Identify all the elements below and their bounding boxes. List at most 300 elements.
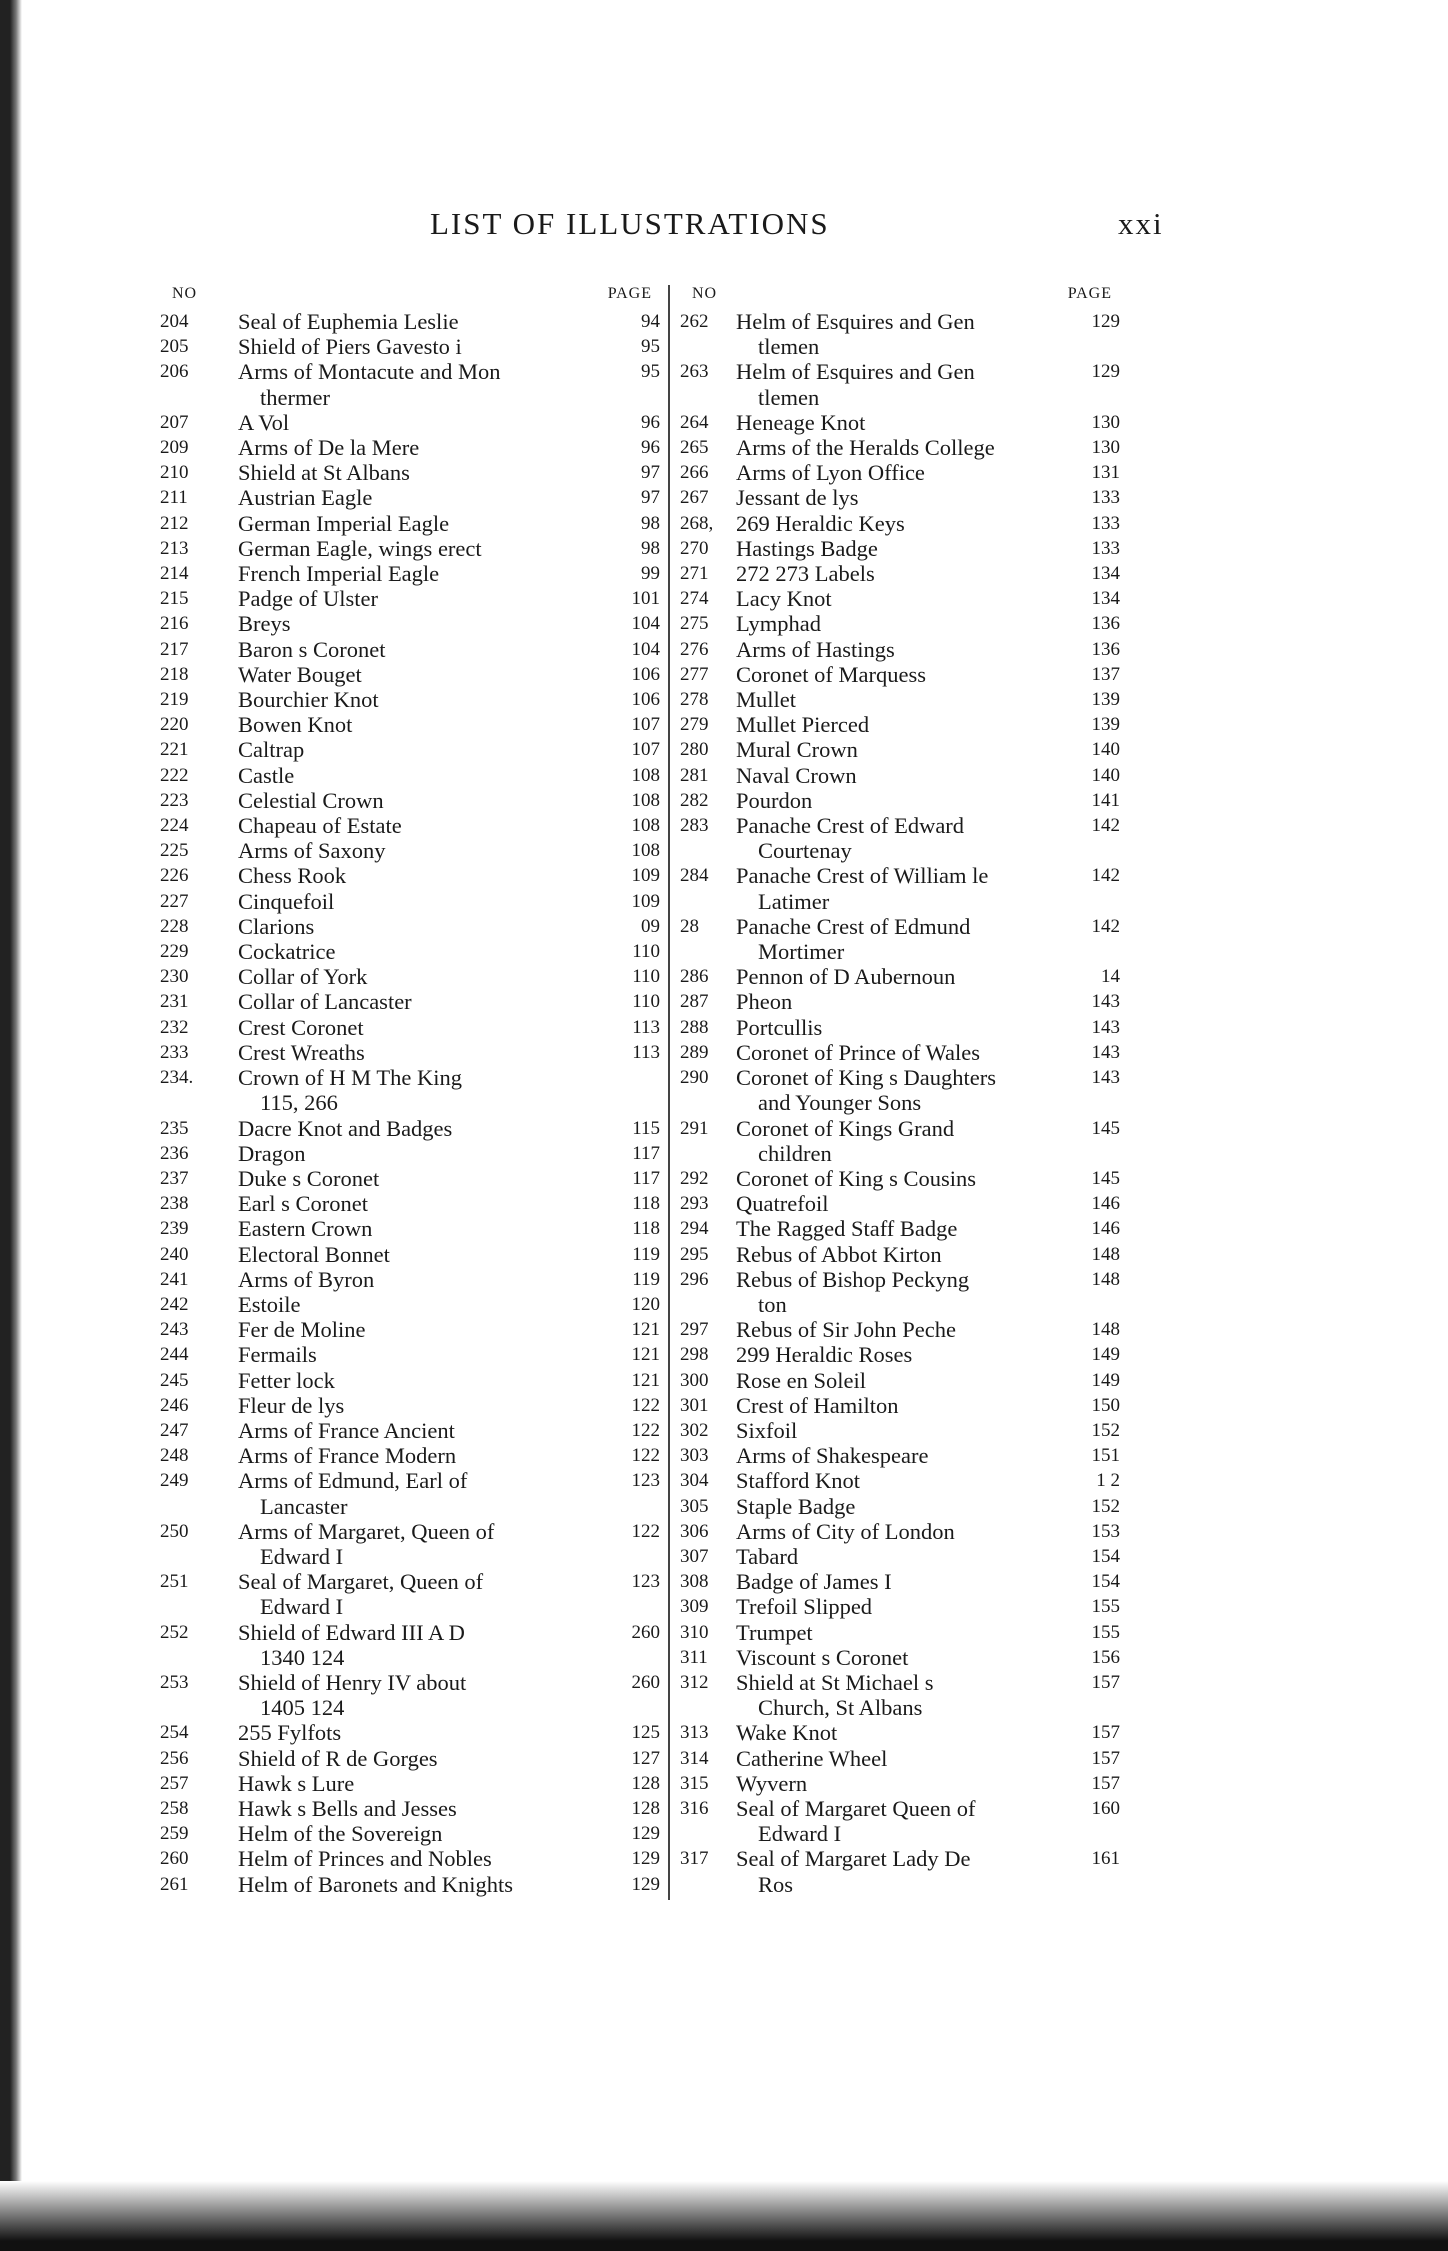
list-item <box>680 1342 1120 1367</box>
entry-title-text: Rose en Soleil <box>736 1367 866 1393</box>
list-item <box>680 435 1120 460</box>
entry-title-text: Helm of the Sovereign <box>238 1821 443 1847</box>
entry-title-text: Viscount s Coronet <box>736 1644 909 1670</box>
entry-number: 233 <box>160 1041 189 1063</box>
entry-page: 115 <box>632 1117 660 1139</box>
entry-page: 141 <box>1091 789 1120 811</box>
entry-title <box>736 1771 1050 1796</box>
list-item <box>160 763 660 788</box>
entry-number: 278 <box>680 689 709 711</box>
entry-title-text: Shield of Piers Gavesto i <box>238 334 462 360</box>
entry-number: 241 <box>160 1268 189 1290</box>
entry-title-text: Arms of the Heralds College <box>736 435 995 461</box>
list-item <box>160 485 660 510</box>
entry-title <box>238 1468 590 1518</box>
entry-number: 280 <box>680 739 709 761</box>
entry-title <box>736 989 1050 1014</box>
entry-title <box>238 1796 590 1821</box>
entry-page: 106 <box>631 663 660 685</box>
list-item <box>680 586 1120 611</box>
entry-page: 09 <box>641 915 660 937</box>
list-item <box>680 1166 1120 1191</box>
entry-number: 297 <box>680 1319 709 1341</box>
entry-number: 239 <box>160 1218 189 1240</box>
list-item <box>160 737 660 762</box>
entry-page: 110 <box>632 941 660 963</box>
list-item <box>160 309 660 334</box>
entry-title-text: Austrian Eagle <box>238 485 373 511</box>
entry-number: 271 <box>680 563 709 585</box>
entry-title <box>736 1267 1050 1317</box>
list-item <box>160 410 660 435</box>
entry-title-text: Panache Crest of Edward <box>736 813 965 839</box>
entry-number: 282 <box>680 789 709 811</box>
entry-number: 250 <box>160 1520 189 1542</box>
entry-title-text: Helm of Esquires and Gen <box>736 309 975 334</box>
entry-page: 99 <box>641 563 660 585</box>
entry-number: 268, <box>680 512 714 534</box>
entry-title <box>238 1342 590 1367</box>
entry-number: 295 <box>680 1243 709 1265</box>
entry-page: 107 <box>631 739 660 761</box>
entry-title-text: Lacy Knot <box>736 586 832 612</box>
entry-page: 122 <box>631 1419 660 1441</box>
entry-title <box>238 712 590 737</box>
entry-page: 121 <box>631 1369 660 1391</box>
entry-page: 106 <box>631 689 660 711</box>
entry-title-text: Crest Wreaths <box>238 1039 365 1065</box>
entry-title-text: Duke s Coronet <box>238 1165 380 1191</box>
entry-page: 117 <box>632 1167 660 1189</box>
entry-page: 142 <box>1091 815 1120 837</box>
entry-page: 143 <box>1091 1016 1120 1038</box>
list-item <box>680 687 1120 712</box>
entry-title-text: Heneage Knot <box>736 409 866 435</box>
entry-title <box>736 687 1050 712</box>
entry-number: 220 <box>160 714 189 736</box>
entry-title <box>238 1418 590 1443</box>
entry-page: 127 <box>631 1747 660 1769</box>
list-item <box>680 914 1120 964</box>
entry-title-text: Padge of Ulster <box>238 586 378 612</box>
entry-number: 298 <box>680 1344 709 1366</box>
entry-title-continuation: tlemen <box>758 384 820 410</box>
entry-title <box>736 914 1050 964</box>
list-item <box>680 1267 1120 1317</box>
list-item <box>680 611 1120 636</box>
entry-title <box>736 435 1050 460</box>
list-item <box>680 1418 1120 1443</box>
entry-title-continuation: Edward I <box>260 1543 344 1569</box>
entry-title-text: Electoral Bonnet <box>238 1241 390 1267</box>
entry-title <box>736 1015 1050 1040</box>
entry-title <box>238 1116 590 1141</box>
entry-number: 28 <box>680 915 699 937</box>
entry-title <box>238 889 590 914</box>
entry-title <box>736 511 1050 536</box>
entry-title <box>736 1569 1050 1594</box>
entry-title-text: Crest of Hamilton <box>736 1392 899 1418</box>
entry-page: 121 <box>631 1319 660 1341</box>
list-item <box>680 561 1120 586</box>
entry-page: 96 <box>641 411 660 433</box>
entry-number: 261 <box>160 1873 189 1895</box>
entry-title <box>238 1040 590 1065</box>
entry-title-continuation: and Younger Sons <box>758 1090 922 1116</box>
entry-title-text: Pourdon <box>736 787 813 813</box>
list-item <box>680 410 1120 435</box>
entry-page: 139 <box>1091 714 1120 736</box>
entry-title <box>736 1796 1050 1846</box>
entry-page: 146 <box>1091 1218 1120 1240</box>
entry-number: 219 <box>160 689 189 711</box>
entry-number: 296 <box>680 1268 709 1290</box>
entry-page: 108 <box>631 840 660 862</box>
entry-page: 152 <box>1091 1495 1120 1517</box>
entry-title <box>238 309 590 334</box>
entry-title-text: German Eagle, wings erect <box>238 535 482 561</box>
entry-title <box>238 1267 590 1292</box>
entry-number: 246 <box>160 1394 189 1416</box>
entry-page: 128 <box>631 1797 660 1819</box>
entry-title <box>736 1468 1050 1493</box>
entry-title-continuation: 115, 266 <box>260 1090 338 1116</box>
entry-title <box>238 410 590 435</box>
entry-number: 306 <box>680 1520 709 1542</box>
entry-number: 225 <box>160 840 189 862</box>
scan-shadow-left <box>0 0 22 2251</box>
entry-number: 234. <box>160 1067 194 1089</box>
entry-title-text: Earl s Coronet <box>238 1191 368 1217</box>
entry-title <box>736 485 1050 510</box>
entry-page: 104 <box>631 638 660 660</box>
list-item <box>160 1771 660 1796</box>
entry-title-text: Bowen Knot <box>238 712 353 738</box>
entry-title <box>238 939 590 964</box>
entry-number: 226 <box>160 865 189 887</box>
entry-title <box>736 586 1050 611</box>
entry-page: 157 <box>1091 1772 1120 1794</box>
entry-title <box>238 1872 590 1897</box>
right-entry-list <box>680 309 1120 1897</box>
entry-number: 223 <box>160 789 189 811</box>
entry-number: 305 <box>680 1495 709 1517</box>
no-heading: NO <box>172 285 198 302</box>
entry-page: 108 <box>631 815 660 837</box>
column-divider <box>668 285 670 1900</box>
entry-title-text: Helm of Esquires and Gen <box>736 359 975 385</box>
entry-title-text: The Ragged Staff Badge <box>736 1216 958 1242</box>
entry-page: 108 <box>631 789 660 811</box>
entry-page: 113 <box>632 1016 660 1038</box>
entry-title <box>736 1494 1050 1519</box>
entry-number: 300 <box>680 1369 709 1391</box>
list-item <box>680 737 1120 762</box>
entry-title-continuation: 1405 124 <box>260 1695 345 1721</box>
entry-page: 157 <box>1091 1671 1120 1693</box>
entry-title-text: Tabard <box>736 1543 799 1569</box>
entry-title <box>736 1418 1050 1443</box>
entry-page: 136 <box>1091 613 1120 635</box>
entry-number: 254 <box>160 1722 189 1744</box>
entry-number: 294 <box>680 1218 709 1240</box>
list-item <box>680 1065 1120 1115</box>
entry-title-continuation: children <box>758 1140 832 1166</box>
entry-page: 142 <box>1091 865 1120 887</box>
entry-title <box>736 1670 1050 1720</box>
entry-title <box>736 863 1050 913</box>
entry-title-text: Arms of Lyon Office <box>736 460 925 486</box>
entry-title-text: Collar of Lancaster <box>238 989 412 1015</box>
entry-number: 224 <box>160 815 189 837</box>
entry-title-text: Jessant de lys <box>736 485 859 511</box>
list-item <box>160 460 660 485</box>
entry-title <box>238 460 590 485</box>
entry-page: 95 <box>641 361 660 383</box>
entry-title <box>736 788 1050 813</box>
list-item <box>160 1393 660 1418</box>
entry-title-text: Shield of R de Gorges <box>238 1745 438 1771</box>
entry-number: 249 <box>160 1470 189 1492</box>
entry-title <box>238 763 590 788</box>
entry-number: 237 <box>160 1167 189 1189</box>
entry-number: 308 <box>680 1571 709 1593</box>
entry-page: 139 <box>1091 689 1120 711</box>
entry-title <box>736 611 1050 636</box>
entry-number: 214 <box>160 563 189 585</box>
list-item <box>160 1216 660 1241</box>
page-heading: PAGE <box>607 285 652 302</box>
list-item <box>680 1544 1120 1569</box>
entry-page: 133 <box>1091 512 1120 534</box>
entry-page: 134 <box>1091 588 1120 610</box>
entry-page: 131 <box>1091 462 1120 484</box>
entry-number: 218 <box>160 663 189 685</box>
entry-title-text: Trefoil Slipped <box>736 1594 873 1620</box>
entry-title-text: Shield of Edward III A D <box>238 1619 465 1645</box>
entry-title-text: Arms of De la Mere <box>238 435 420 461</box>
list-item <box>160 1116 660 1141</box>
entry-title-text: Lymphad <box>736 611 821 637</box>
entry-page: 104 <box>631 613 660 635</box>
entry-title-text: Stafford Knot <box>736 1468 860 1494</box>
entry-title <box>736 712 1050 737</box>
list-item <box>160 611 660 636</box>
entry-title <box>238 1292 590 1317</box>
list-item <box>160 561 660 586</box>
entry-title <box>238 1519 590 1569</box>
entry-title <box>736 737 1050 762</box>
entry-title-text: Panache Crest of William le <box>736 863 989 889</box>
entry-title <box>736 410 1050 435</box>
entry-number: 275 <box>680 613 709 635</box>
entry-title-text: Hastings Badge <box>736 535 878 561</box>
list-item <box>160 359 660 409</box>
entry-title-text: Crest Coronet <box>238 1014 364 1040</box>
list-item <box>160 1292 660 1317</box>
entry-title-text: Crown of H M The King <box>238 1065 462 1091</box>
list-item <box>160 1317 660 1342</box>
entry-title-text: Celestial Crown <box>238 787 384 813</box>
entry-page: 130 <box>1091 411 1120 433</box>
entry-number: 252 <box>160 1621 189 1643</box>
entry-title-text: Caltrap <box>238 737 305 763</box>
entry-title-text: Mural Crown <box>736 737 858 763</box>
list-item <box>680 1720 1120 1745</box>
list-item <box>680 485 1120 510</box>
entry-title-continuation: Mortimer <box>758 939 845 965</box>
entry-page: 149 <box>1091 1344 1120 1366</box>
left-column-header <box>160 285 660 309</box>
entry-title-text: Fer de Moline <box>238 1317 366 1343</box>
entry-title <box>238 964 590 989</box>
list-item <box>680 1468 1120 1493</box>
list-item <box>680 536 1120 561</box>
entry-page: 149 <box>1091 1369 1120 1391</box>
list-item <box>680 1317 1120 1342</box>
entry-title-text: A Vol <box>238 409 290 435</box>
entry-number: 286 <box>680 966 709 988</box>
entry-title <box>238 1569 590 1619</box>
entry-number: 251 <box>160 1571 189 1593</box>
entry-title <box>736 1191 1050 1216</box>
entry-title <box>238 914 590 939</box>
list-item <box>160 838 660 863</box>
entry-title <box>736 1116 1050 1166</box>
entry-title-text: Rebus of Abbot Kirton <box>736 1241 942 1267</box>
entry-title-text: Rebus of Bishop Peckyng <box>736 1266 970 1292</box>
list-item <box>160 1242 660 1267</box>
entry-number: 315 <box>680 1772 709 1794</box>
entry-page: 155 <box>1091 1596 1120 1618</box>
entry-title-text: Wyvern <box>736 1770 808 1796</box>
entry-title <box>238 1141 590 1166</box>
entry-page: 151 <box>1091 1445 1120 1467</box>
entry-title <box>736 1443 1050 1468</box>
entry-title-text: Dacre Knot and Badges <box>238 1115 453 1141</box>
list-item <box>680 1519 1120 1544</box>
entry-title <box>238 737 590 762</box>
list-item <box>160 914 660 939</box>
entry-number: 288 <box>680 1016 709 1038</box>
list-item <box>680 989 1120 1014</box>
entry-title-text: Sixfoil <box>736 1417 798 1443</box>
entry-page: 143 <box>1091 1041 1120 1063</box>
entry-number: 293 <box>680 1193 709 1215</box>
entry-page: 120 <box>631 1293 660 1315</box>
entry-page: 134 <box>1091 563 1120 585</box>
entry-number: 264 <box>680 411 709 433</box>
list-item <box>680 1645 1120 1670</box>
entry-page: 160 <box>1091 1797 1120 1819</box>
entry-title <box>736 561 1050 586</box>
list-item <box>680 1116 1120 1166</box>
entry-title <box>238 838 590 863</box>
entry-title-continuation: Edward I <box>758 1821 842 1847</box>
entry-title-text: Helm of Baronets and Knights <box>238 1871 513 1897</box>
entry-page: 129 <box>1091 311 1120 332</box>
entry-title <box>736 460 1050 485</box>
entry-number: 303 <box>680 1445 709 1467</box>
entry-title-text: Dragon <box>238 1140 306 1166</box>
entry-title-text: Shield of Henry IV about <box>238 1669 467 1695</box>
entry-title-text: Arms of City of London <box>736 1518 955 1544</box>
entry-page: 97 <box>641 462 660 484</box>
entry-page: 136 <box>1091 638 1120 660</box>
entry-page: 143 <box>1091 1067 1120 1089</box>
entry-page: 107 <box>631 714 660 736</box>
entry-page: 98 <box>641 512 660 534</box>
entry-title-text: Chess Rook <box>238 863 347 889</box>
entry-title-text: Coronet of King s Daughters <box>736 1065 996 1091</box>
entry-number: 309 <box>680 1596 709 1618</box>
entry-title-continuation: tlemen <box>758 334 820 360</box>
entry-title-text: Castle <box>238 762 295 788</box>
entry-title-text: Quatrefoil <box>736 1191 829 1217</box>
entry-page: 118 <box>632 1218 660 1240</box>
entry-number: 230 <box>160 966 189 988</box>
list-item <box>680 309 1120 359</box>
entry-page: 145 <box>1091 1167 1120 1189</box>
list-item <box>160 1342 660 1367</box>
entry-page: 128 <box>631 1772 660 1794</box>
entry-page: 118 <box>632 1193 660 1215</box>
list-item <box>160 1569 660 1619</box>
entry-title <box>238 1015 590 1040</box>
entry-number: 258 <box>160 1797 189 1819</box>
entry-number: 317 <box>680 1848 709 1870</box>
entry-number: 244 <box>160 1344 189 1366</box>
entry-page: 161 <box>1091 1848 1120 1870</box>
entry-title-continuation: Edward I <box>260 1594 344 1620</box>
entry-title <box>238 687 590 712</box>
entry-number: 270 <box>680 537 709 559</box>
list-item <box>160 1746 660 1771</box>
entry-title-text: Fleur de lys <box>238 1392 345 1418</box>
list-item <box>160 1418 660 1443</box>
entry-number: 221 <box>160 739 189 761</box>
entry-number: 227 <box>160 890 189 912</box>
entry-page: 129 <box>1091 361 1120 383</box>
entry-number: 216 <box>160 613 189 635</box>
list-item <box>160 939 660 964</box>
entry-title-text: Arms of Shakespeare <box>736 1443 929 1469</box>
list-item <box>160 1872 660 1897</box>
entry-page: 109 <box>631 865 660 887</box>
list-item <box>680 813 1120 863</box>
entry-number: 253 <box>160 1671 189 1693</box>
entry-title <box>736 1040 1050 1065</box>
entry-title-text: Wake Knot <box>736 1720 838 1746</box>
entry-page: 119 <box>632 1243 660 1265</box>
entry-title-text: Seal of Euphemia Leslie <box>238 309 459 334</box>
entry-number: 210 <box>160 462 189 484</box>
entry-number: 311 <box>680 1646 708 1668</box>
entry-title <box>736 964 1050 989</box>
entry-number: 217 <box>160 638 189 660</box>
entry-number: 277 <box>680 663 709 685</box>
entry-title <box>238 536 590 561</box>
list-item <box>160 1368 660 1393</box>
list-item <box>680 1368 1120 1393</box>
entry-page: 156 <box>1091 1646 1120 1668</box>
entry-page: 123 <box>631 1470 660 1492</box>
entry-title <box>736 309 1050 359</box>
entry-number: 263 <box>680 361 709 383</box>
entry-number: 289 <box>680 1041 709 1063</box>
entry-title <box>736 813 1050 863</box>
entry-number: 242 <box>160 1293 189 1315</box>
